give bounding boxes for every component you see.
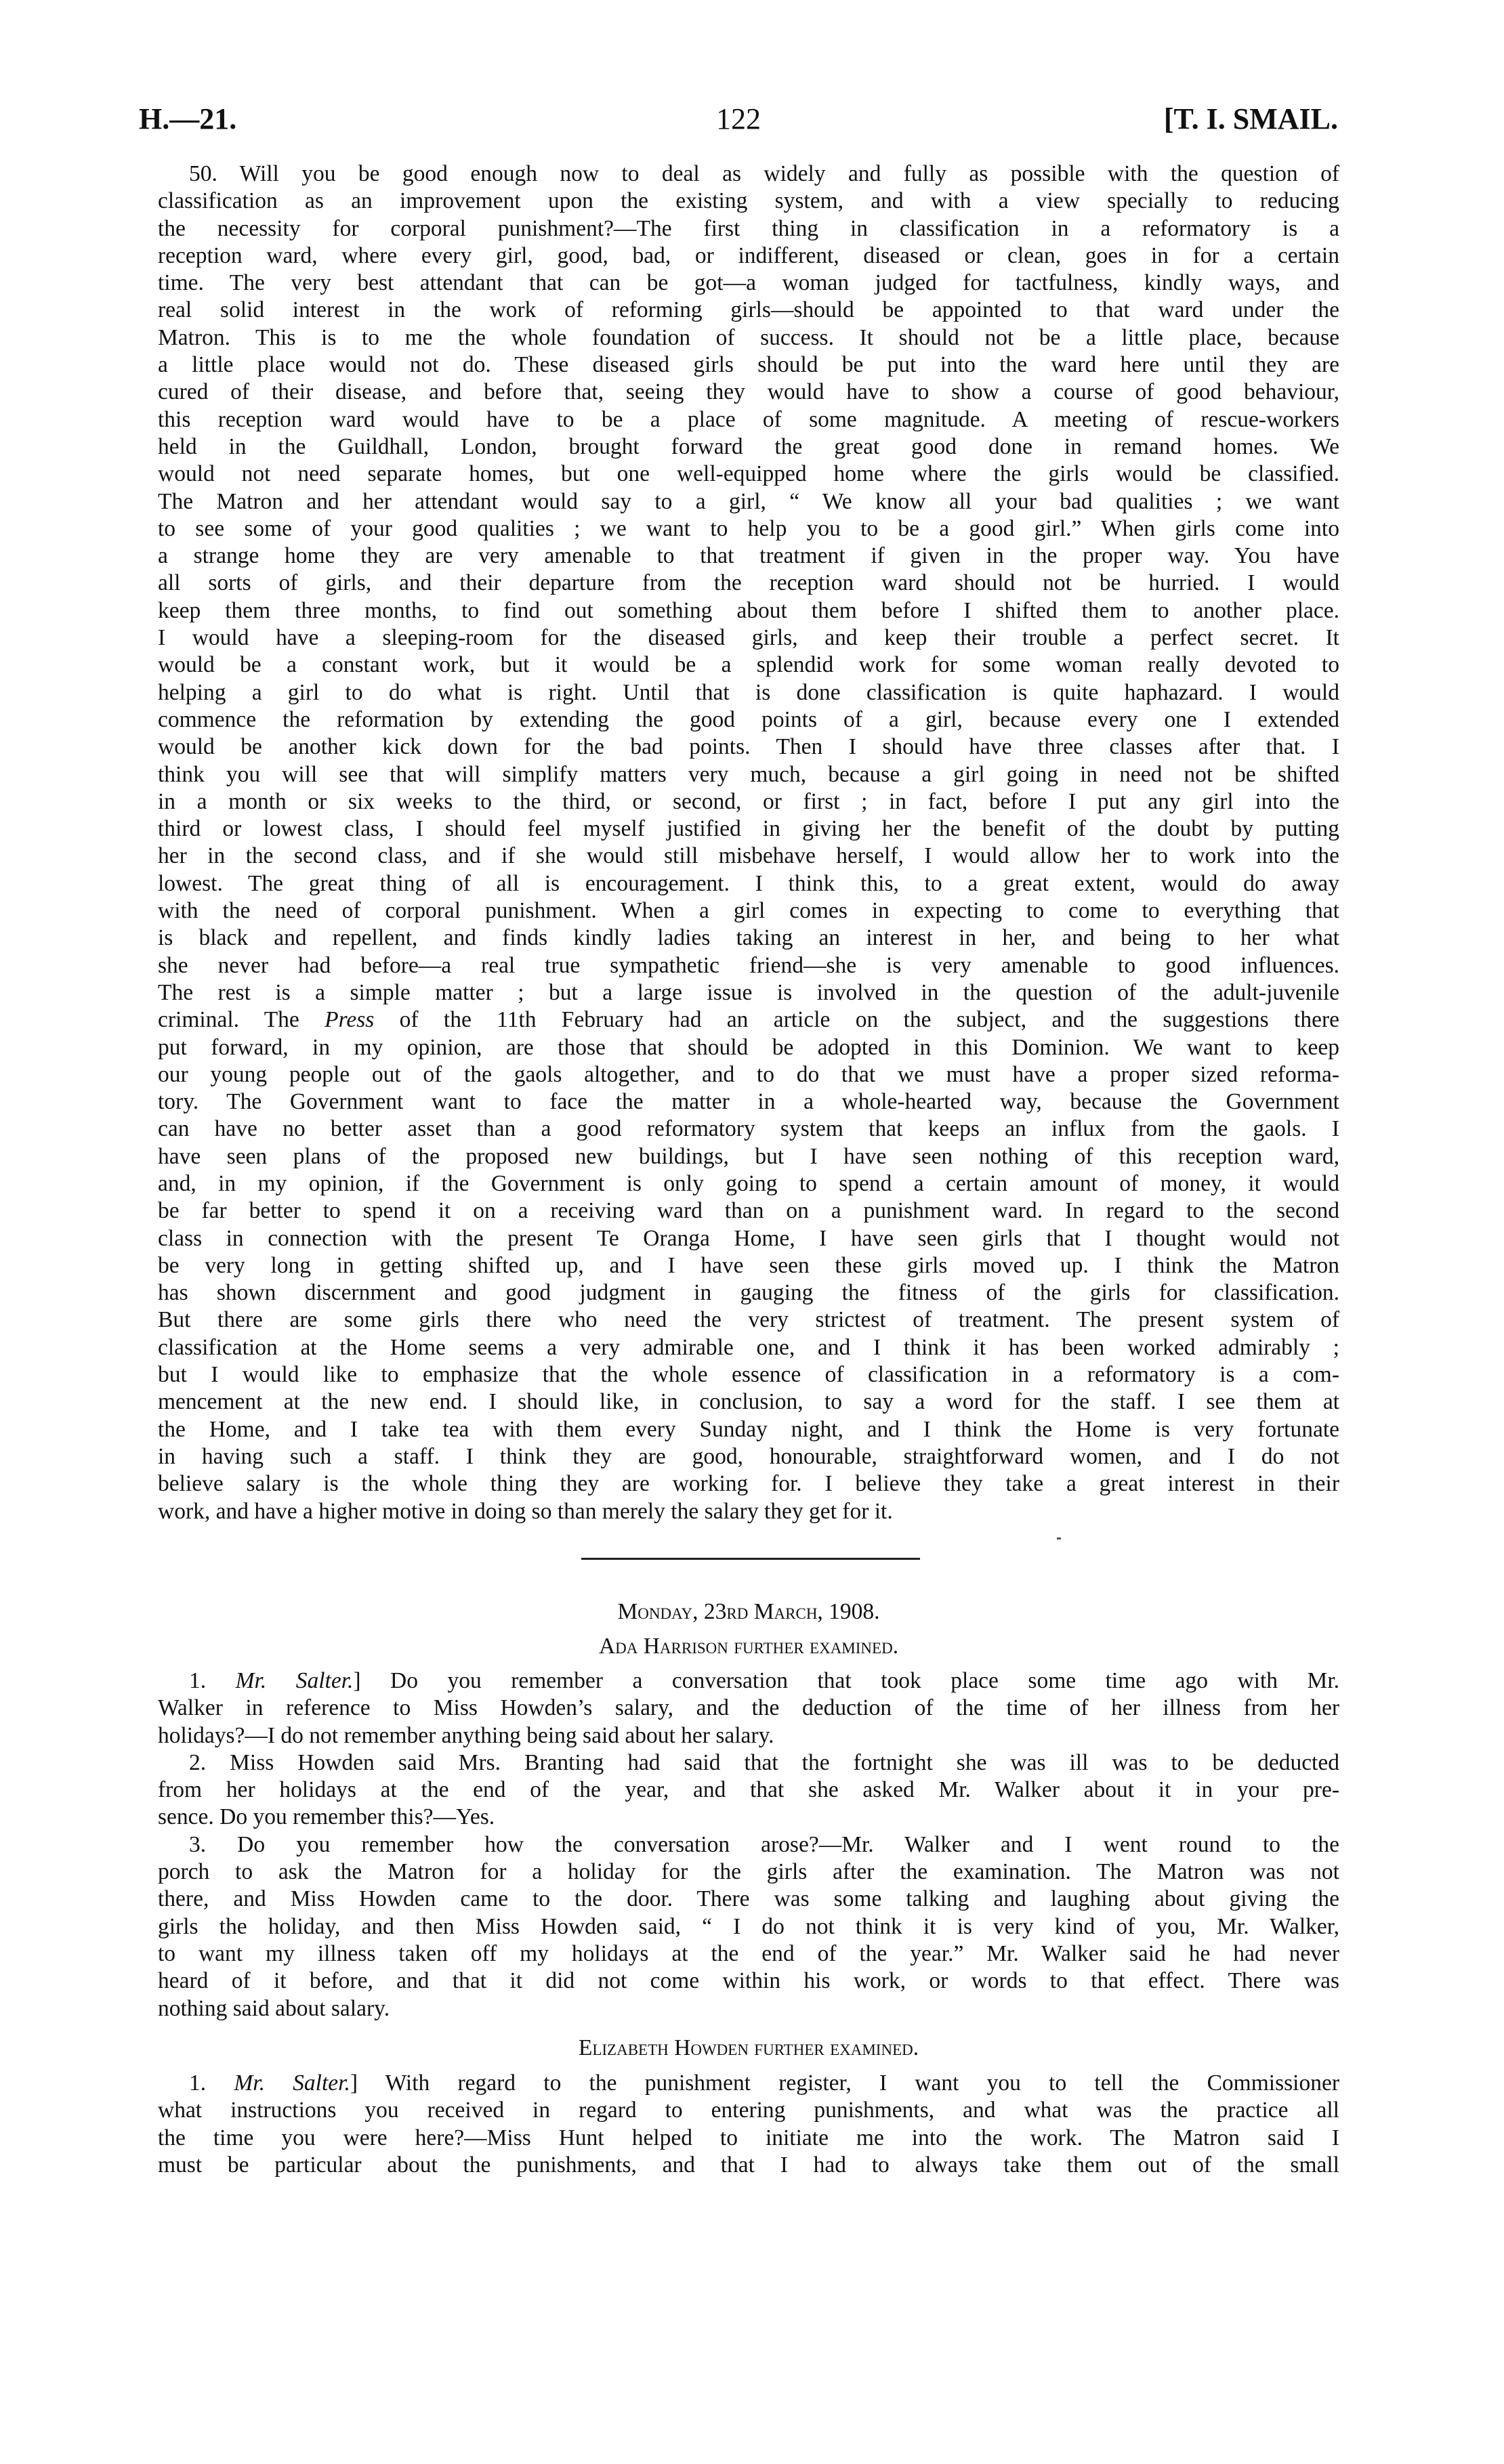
text-line: think you will see that will simplify matters very much, because a girl going in need not be shifted	[158, 761, 1339, 787]
examiner-name: Mr. Salter.	[234, 2070, 350, 2096]
text-line: but I would like to emphasize that the whole essence of classification in a reformatory is a com-	[158, 1362, 1339, 1388]
text-line	[158, 1968, 1339, 1995]
text-line: with the need of corporal punishment. When a girl comes in expecting to come to everything that	[158, 898, 1339, 924]
text-line	[158, 1995, 1339, 2022]
text-line	[158, 1749, 1339, 1777]
text-line: Matron. This is to me the whole foundation of success. It should not be a little place, because	[158, 324, 1339, 350]
answer-paragraph-50	[158, 161, 1339, 1525]
question-number: 1.	[189, 1668, 236, 1693]
text-fragment: porch to ask the Matron for a holiday for the girls after the examination. The Matron was not	[158, 1859, 1339, 1885]
text-line: held in the Guildhall, London, brought forward the great good done in remand homes. We	[158, 433, 1339, 459]
text-fragment: nothing said about salary.	[158, 1995, 390, 2021]
text-line: would be a constant work, but it would be a splendid work for some woman really devoted to	[158, 652, 1339, 678]
text-line: believe salary is the whole thing they are working for. I believe they take a great interest in their	[158, 1471, 1339, 1497]
text-line	[158, 1831, 1339, 1858]
text-line	[158, 1777, 1339, 1804]
text-fragment: sence. Do you remember this?—Yes.	[158, 1804, 495, 1830]
text-line: she never had before—a real true sympathetic friend—she is very amenable to good influences.	[158, 952, 1339, 978]
text-line: can have no better asset than a good reformatory system that keeps an influx from the gaols. I	[158, 1116, 1339, 1142]
text-fragment: ] With regard to the punishment register, I want you to tell the Commissioner	[350, 2070, 1340, 2096]
text-line: helping a girl to do what is right. Until that is done classification is quite haphazard. I would	[158, 679, 1339, 705]
text-line	[158, 1913, 1339, 1940]
text-line: class in connection with the present Te Oranga Home, I have seen girls that I thought would not	[158, 1225, 1339, 1251]
text-line: But there are some girls there who need the very strictest of treatment. The present system of	[158, 1307, 1339, 1333]
text-fragment: holidays?—I do not remember anything being said about her salary.	[158, 1722, 774, 1748]
text-fragment: 2. Miss Howden said Mrs. Branting had said that the fortnight she was ill was to be deducted	[189, 1749, 1339, 1775]
text-fragment: there, and Miss Howden came to the door. There was some talking and laughing about giving the	[158, 1886, 1339, 1912]
witness-heading-howden: Elizabeth Howden further examined.	[578, 2035, 919, 2060]
section-divider	[581, 1558, 920, 1560]
text-line: classification as an improvement upon the existing system, and with a view specially to reducing	[158, 188, 1339, 214]
text-line: the necessity for corporal punishment?—The first thing in classification in a reformatory is a	[158, 215, 1339, 241]
text-line: third or lowest class, I should feel myself justified in giving her the benefit of the doubt by putting	[158, 816, 1339, 842]
examiner-name: Mr. Salter.	[235, 1668, 354, 1693]
text-fragment: Walker in reference to Miss Howden’s salary, and the deduction of the time of her illness from her	[158, 1695, 1339, 1721]
text-line: The Matron and her attendant would say to a girl, “ We know all your bad qualities ; we want	[158, 488, 1339, 514]
text-line: our young people out of the gaols altogether, and to do that we must have a proper sized reforma-	[158, 1061, 1339, 1087]
text-line: time. The very best attendant that can be got—a woman judged for tactfulness, kindly ways, and	[158, 270, 1339, 296]
text-line: lowest. The great thing of all is encouragement. I think this, to a great extent, would do away	[158, 870, 1339, 896]
text-line: is black and repellent, and finds kindly ladies taking an interest in her, and being to her what	[158, 925, 1339, 951]
witness-heading-harrison: Ada Harrison further examined.	[598, 1634, 899, 1659]
document-reference: H.—21.	[139, 102, 237, 135]
question-number: 1.	[189, 2070, 234, 2096]
page-number: 122	[716, 102, 761, 135]
text-fragment: criminal. The	[158, 1007, 325, 1033]
text-line: have seen plans of the proposed new buildings, but I have seen nothing of this reception ward,	[158, 1143, 1339, 1169]
page-header	[139, 99, 1338, 140]
text-line	[158, 2097, 1339, 2124]
text-line: in a month or six weeks to the third, or second, or first ; in fact, before I put any girl into the	[158, 788, 1339, 814]
text-line	[158, 1006, 1339, 1034]
text-line: to see some of your good qualities ; we want to help you to be a good girl.” When girls come into	[158, 515, 1339, 541]
text-line: keep them three months, to find out something about them before I shifted them to another place.	[158, 597, 1339, 623]
text-line: has shown discernment and good judgment in gauging the fitness of the girls for classification.	[158, 1280, 1339, 1306]
text-fragment: of the 11th February had an article on the subject, and the suggestions there	[374, 1007, 1339, 1033]
text-line: put forward, in my opinion, are those that should be adopted in this Dominion. We want to keep	[158, 1034, 1339, 1060]
text-line: a little place would not do. These diseased girls should be put into the ward here until they are	[158, 352, 1339, 378]
text-fragment: what instructions you received in regard to entering punishments, and what was the practice all	[158, 2098, 1339, 2123]
text-line	[158, 1804, 1339, 1831]
text-fragment: 3. Do you remember how the conversation arose?—Mr. Walker and I went round to the	[189, 1831, 1339, 1857]
text-line	[158, 1886, 1339, 1913]
text-line: would be another kick down for the bad points. Then I should have three classes after that. I	[158, 734, 1339, 760]
text-line	[158, 1722, 1339, 1749]
print-speck	[1057, 1537, 1061, 1539]
text-line: in having such a staff. I think they are good, honourable, straightforward women, and I do not	[158, 1443, 1339, 1469]
text-fragment: heard of it before, and that it did not come within his work, or words to that effect. There was	[158, 1968, 1339, 1994]
text-line	[158, 2152, 1339, 2179]
text-fragment: girls the holiday, and then Miss Howden said, “ I do not think it is very kind of you, Mr. Walker,	[158, 1913, 1339, 1939]
text-line	[158, 1940, 1339, 1968]
text-fragment: must be particular about the punishments, and that I had to always take them out of the small	[158, 2152, 1339, 2178]
text-line: mencement at the new end. I should like, in conclusion, to say a word for the staff. I see them at	[158, 1389, 1339, 1415]
text-line: cured of their disease, and before that, seeing they would have to show a course of good behaviour,	[158, 379, 1339, 405]
text-line: The rest is a simple matter ; but a large issue is involved in the question of the adult-juvenile	[158, 979, 1339, 1005]
text-line	[158, 2070, 1339, 2097]
text-line	[158, 1668, 1339, 1695]
date-heading: Monday, 23rd March, 1908.	[617, 1599, 880, 1624]
text-line: be far better to spend it on a receiving ward than on a punishment ward. In regard to the second	[158, 1198, 1339, 1224]
text-line: classification at the Home seems a very admirable one, and I think it has been worked admirably ;	[158, 1334, 1339, 1360]
text-line: tory. The Government want to face the matter in a whole-hearted way, because the Government	[158, 1089, 1339, 1115]
text-line: all sorts of girls, and their departure from the reception ward should not be hurried. I would	[158, 570, 1339, 596]
text-line: a strange home they are very amenable to that treatment if given in the proper way. You have	[158, 543, 1339, 569]
howden-examination	[158, 2070, 1339, 2179]
text-line: this reception ward would have to be a place of some magnitude. A meeting of rescue-workers	[158, 406, 1339, 432]
text-fragment: from her holidays at the end of the year, and that she asked Mr. Walker about it in your pre-	[158, 1777, 1339, 1803]
text-line	[158, 1858, 1339, 1886]
text-line: reception ward, where every girl, good, bad, or indifferent, diseased or clean, goes in for a certain	[158, 242, 1339, 268]
text-line: be very long in getting shifted up, and I have seen these girls moved up. I think the Matron	[158, 1252, 1339, 1278]
text-line	[158, 1695, 1339, 1722]
text-line: work, and have a higher motive in doing so than merely the salary they get for it.	[158, 1498, 893, 1524]
text-line: and, in my opinion, if the Government is only going to spend a certain amount of money, it would	[158, 1170, 1339, 1196]
text-line: would not need separate homes, but one well-equipped home where the girls would be classified.	[158, 461, 1339, 487]
witness-name: [T. I. SMAIL.	[1163, 102, 1338, 135]
text-line: commence the reformation by extending the good points of a girl, because every one I extended	[158, 706, 1339, 732]
text-line: her in the second class, and if she would still misbehave herself, I would allow her to work into the	[158, 843, 1339, 869]
text-fragment: to want my illness taken off my holidays at the end of the year.” Mr. Walker said he had never	[158, 1940, 1339, 1966]
text-line: the Home, and I take tea with them every Sunday night, and I think the Home is very fortunate	[158, 1416, 1339, 1442]
newspaper-title: Press	[325, 1007, 375, 1033]
text-line: real solid interest in the work of reforming girls—should be appointed to that ward under the	[158, 297, 1339, 323]
text-line: I would have a sleeping-room for the diseased girls, and keep their trouble a perfect secret. It	[158, 625, 1339, 651]
text-line: 50. Will you be good enough now to deal as widely and fully as possible with the question of	[189, 161, 1339, 186]
text-fragment: ] Do you remember a conversation that took place some time ago with Mr.	[353, 1668, 1339, 1693]
harrison-examination	[158, 1668, 1339, 2022]
text-fragment: the time you were here?—Miss Hunt helped to initiate me into the work. The Matron said I	[158, 2125, 1339, 2150]
text-line	[158, 2125, 1339, 2152]
